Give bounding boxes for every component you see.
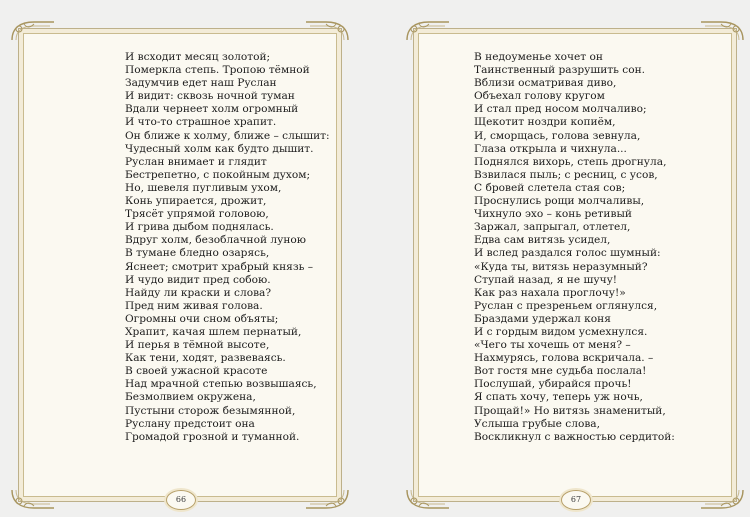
poem-line: И перья в тёмной высоте, xyxy=(125,339,270,352)
poem-line: Браздами удержал коня xyxy=(474,312,611,325)
left-page xyxy=(18,28,342,502)
poem-line: И видит: сквозь ночной туман xyxy=(125,90,295,103)
poem-line: Конь упирается, дрожит, xyxy=(125,195,267,208)
poem-line: Бестрепетно, с покойным духом; xyxy=(125,168,311,181)
poem-line: Храпит, качая шлем пернатый, xyxy=(125,325,302,338)
ornament-corner-icon xyxy=(405,486,451,510)
poem-line: Едва сам витязь усидел, xyxy=(474,234,611,247)
poem-line: Щекотит ноздри копиём, xyxy=(474,116,616,129)
poem-line: Чудесный холм как будто дышит. xyxy=(125,142,314,155)
poem-line: Трясёт упрямой головою, xyxy=(125,208,269,221)
ornament-corner-icon xyxy=(699,486,745,510)
poem-line: Яснеет; смотрит храбрый князь – xyxy=(125,260,314,273)
poem-line: Пустыни сторож безымянной, xyxy=(125,404,296,417)
poem-line: Чихнуло эхо – конь ретивый xyxy=(474,208,632,221)
poem-line: Объехал голову кругом xyxy=(474,90,605,103)
page-number: 66 xyxy=(166,490,196,510)
poem-line: Найду ли краски и слова? xyxy=(125,286,272,299)
poem-line: Руслан внимает и глядит xyxy=(125,155,267,168)
poem-line: «Куда ты, витязь неразумный? xyxy=(474,260,648,273)
poem-line: И, сморщась, голова зевнула, xyxy=(474,129,641,142)
poem-line: И чудо видит пред собою. xyxy=(125,273,271,286)
poem-line: Ступай назад, я не шучу! xyxy=(474,273,618,286)
poem-text xyxy=(19,51,341,444)
poem-line: В своей ужасной красоте xyxy=(125,365,268,378)
ornament-corner-icon xyxy=(699,20,745,44)
ornament-corner-icon xyxy=(304,486,350,510)
poem-line: И с гордым видом усмехнулся. xyxy=(474,325,648,338)
poem-line: Воскликнул с важностью сердитой: xyxy=(474,430,675,443)
poem-line: Взвилася пыль; с ресниц, с усов, xyxy=(474,168,658,181)
ornament-corner-icon xyxy=(10,486,56,510)
poem-line: Огромны очи сном объяты; xyxy=(125,312,279,325)
poem-line: Задумчив едет наш Руслан xyxy=(125,77,277,90)
poem-line: Над мрачной степью возвышаясь, xyxy=(125,378,317,391)
poem-line: «Чего ты хочешь от меня? – xyxy=(474,339,631,352)
poem-line: Он ближе к холму, ближе – слышит: xyxy=(125,129,330,142)
poem-line: Пред ним живая голова. xyxy=(125,299,263,312)
poem-line: Нахмурясь, голова вскричала. – xyxy=(474,352,654,365)
ornament-corner-icon xyxy=(304,20,350,44)
poem-line: И грива дыбом поднялась. xyxy=(125,221,274,234)
poem-line: Громадой грозной и туманной. xyxy=(125,430,300,443)
ornament-corner-icon xyxy=(10,20,56,44)
poem-line: Вот гостя мне судьба послала! xyxy=(474,365,647,378)
poem-line: Вблизи осматривая диво, xyxy=(474,77,617,90)
poem-line: Померкла степь. Тропою тёмной xyxy=(125,64,310,77)
poem-line: Поднялся вихорь, степь дрогнула, xyxy=(474,155,667,168)
poem-line: Как тени, ходят, развеваясь. xyxy=(125,352,286,365)
poem-line: И всходит месяц золотой; xyxy=(125,51,271,63)
poem-line: Вдруг холм, безоблачной луною xyxy=(125,234,307,247)
poem-line: Таинственный разрушить сон. xyxy=(474,64,646,77)
ornament-corner-icon xyxy=(405,20,451,44)
poem-line: И что-то страшное храпит. xyxy=(125,116,277,129)
poem-line: Проснулись рощи молчаливы, xyxy=(474,195,645,208)
poem-line: Вдали чернеет холм огромный xyxy=(125,103,299,116)
poem-line: Безмолвием окружена, xyxy=(125,391,256,404)
right-page xyxy=(413,28,737,502)
poem-line: В тумане бледно озарясь, xyxy=(125,247,270,260)
poem-text xyxy=(414,51,736,444)
poem-line: Прощай!» Но витязь знаменитый, xyxy=(474,404,666,417)
poem-line: С бровей слетела стая сов; xyxy=(474,181,626,194)
poem-line: И стал пред носом молчаливо; xyxy=(474,103,647,116)
poem-line: Как раз нахала проглочу!» xyxy=(474,286,626,299)
poem-line: Я спать хочу, теперь уж ночь, xyxy=(474,391,643,404)
poem-line: Но, шевеля пугливым ухом, xyxy=(125,181,282,194)
poem-line: Услыша грубые слова, xyxy=(474,417,600,430)
poem-line: Руслану предстоит она xyxy=(125,417,255,430)
poem-line: Руслан с презреньем оглянулся, xyxy=(474,299,658,312)
poem-line: Глаза открыла и чихнула... xyxy=(474,142,627,155)
poem-line: Послушай, убирайся прочь! xyxy=(474,378,632,391)
page-number: 67 xyxy=(561,490,591,510)
poem-line: И вслед раздался голос шумный: xyxy=(474,247,661,260)
poem-line: Заржал, запрыгал, отлетел, xyxy=(474,221,631,234)
poem-line: В недоуменье хочет он xyxy=(474,51,603,63)
